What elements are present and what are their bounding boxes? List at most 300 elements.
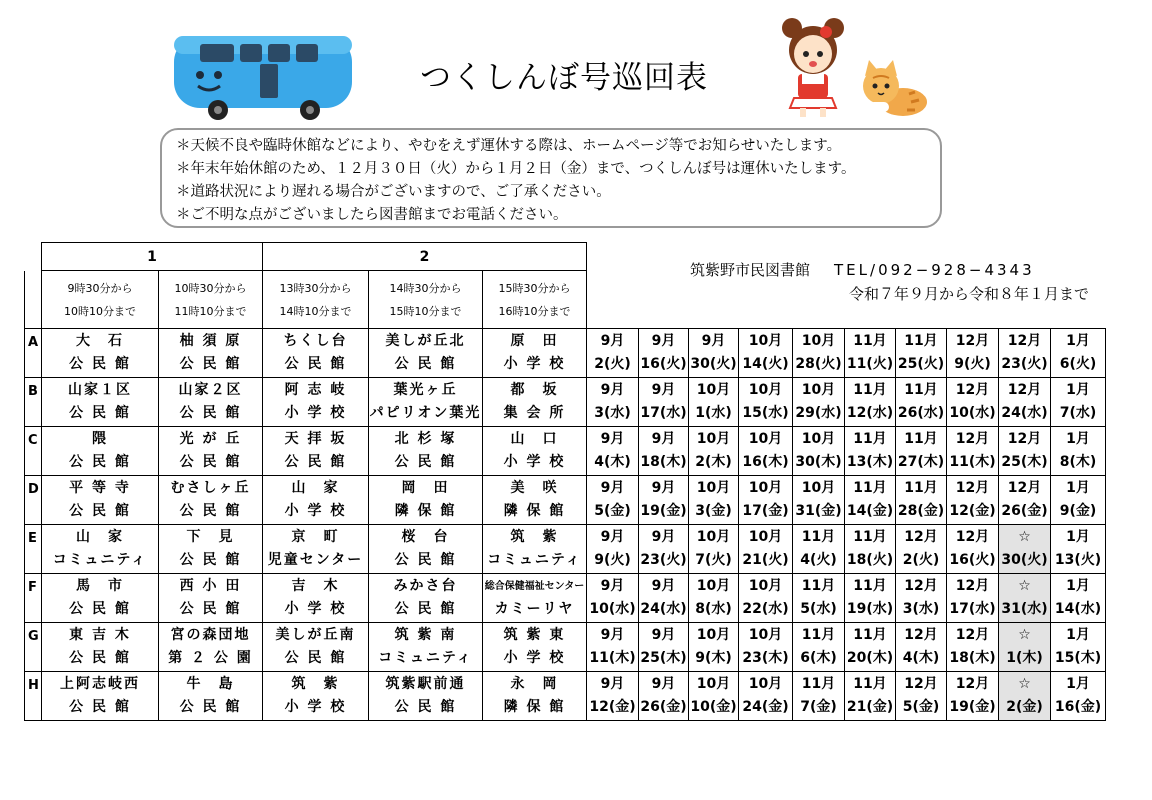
date-day: 6(火)	[1059, 356, 1097, 372]
stop-facility: 公 民 館	[179, 699, 242, 715]
stop-name: 宮の森団地	[170, 627, 251, 643]
date-day: 4(木)	[902, 650, 940, 666]
date-cell	[639, 525, 689, 574]
stop-cell	[159, 378, 263, 427]
date-day: 2(火)	[594, 356, 631, 372]
stop-cell	[483, 427, 587, 476]
stop-cell	[263, 672, 369, 721]
date-day: 11(木)	[589, 650, 636, 666]
date-cell	[845, 623, 896, 672]
date-day: 13(木)	[846, 454, 894, 470]
date-month: 10月	[801, 333, 836, 349]
date-month: 10月	[748, 431, 783, 447]
date-cell	[999, 329, 1051, 378]
date-month: 12月	[904, 627, 938, 643]
time-slot: 13時30分から 14時10分まで	[263, 271, 369, 329]
date-day: 30(木)	[795, 454, 842, 470]
date-cell	[896, 574, 947, 623]
stop-facility: 公 民 館	[69, 454, 131, 470]
date-month: ☆	[1018, 676, 1031, 692]
stop-facility: 児童センター	[267, 552, 364, 568]
date-month: 10月	[696, 529, 731, 545]
date-month: 10月	[801, 382, 836, 398]
time-slot: 15時30分から 16時10分まで	[483, 271, 587, 329]
stop-cell	[369, 427, 483, 476]
page-title: つくしんぼ号巡回表	[420, 60, 708, 96]
date-cell	[639, 574, 689, 623]
date-cell	[587, 623, 639, 672]
route-letter: D	[25, 476, 42, 525]
date-month: 10月	[696, 382, 731, 398]
date-day: 5(水)	[800, 601, 837, 617]
date-month: 12月	[955, 431, 990, 447]
date-month: 11月	[853, 627, 887, 643]
stop-name: 牛 島	[186, 676, 235, 692]
library-name: 筑紫野市民図書館	[690, 261, 811, 279]
stop-name: 原 田	[510, 333, 559, 349]
stop-name: 下 見	[186, 529, 235, 545]
stop-name: 筑 紫	[291, 676, 340, 692]
date-day: 6(木)	[800, 650, 837, 666]
date-cell	[689, 623, 739, 672]
date-day: 4(火)	[800, 552, 837, 568]
date-cell	[639, 427, 689, 476]
schedule-period: 令和７年９月から令和８年１月まで	[848, 285, 1089, 303]
date-month: 9月	[600, 382, 625, 398]
date-day: 10(水)	[589, 601, 636, 617]
date-cell	[739, 378, 793, 427]
date-day: 12(金)	[949, 503, 996, 519]
table-row	[25, 623, 1106, 672]
route-letter: C	[25, 427, 42, 476]
date-month: 10月	[748, 382, 783, 398]
date-day: 17(水)	[949, 601, 996, 617]
date-cell	[739, 427, 793, 476]
date-cell	[999, 672, 1051, 721]
date-cell	[587, 574, 639, 623]
stop-facility: 公 民 館	[69, 405, 131, 421]
stop-cell	[483, 672, 587, 721]
date-day: 25(火)	[897, 356, 945, 372]
stop-name: 京 町	[291, 529, 340, 545]
date-day: 16(木)	[742, 454, 789, 470]
stop-facility: 公 民 館	[69, 699, 131, 715]
stop-cell	[159, 476, 263, 525]
date-cell	[739, 672, 793, 721]
table-row	[25, 378, 1106, 427]
date-day: 7(火)	[695, 552, 732, 568]
date-cell	[689, 378, 739, 427]
date-month: 9月	[600, 676, 625, 692]
stop-facility: 公 民 館	[179, 356, 242, 372]
stop-facility: カミーリヤ	[494, 601, 575, 617]
stop-name: むさしヶ丘	[170, 480, 251, 496]
date-day: 27(木)	[897, 454, 945, 470]
stop-cell	[42, 574, 159, 623]
stop-cell	[263, 623, 369, 672]
date-day: 15(水)	[742, 405, 789, 421]
date-cell	[793, 378, 845, 427]
date-cell	[896, 378, 947, 427]
date-month: 12月	[1007, 480, 1042, 496]
date-month: 12月	[955, 333, 990, 349]
date-month: 9月	[600, 480, 625, 496]
date-day: 26(水)	[897, 405, 945, 421]
date-cell	[999, 574, 1051, 623]
stop-cell	[263, 525, 369, 574]
date-day: 19(金)	[949, 699, 996, 715]
date-month: 9月	[651, 333, 676, 349]
stop-name: 隈	[92, 431, 108, 447]
stop-name: 西 小 田	[179, 578, 242, 594]
date-month: 10月	[696, 431, 731, 447]
date-month: 10月	[748, 676, 783, 692]
time-slot: 10時30分から 11時10分まで	[159, 271, 263, 329]
table-row	[25, 476, 1106, 525]
time-slot: 14時30分から 15時10分まで	[369, 271, 483, 329]
stop-name: 上阿志岐西	[60, 676, 140, 692]
date-month: 9月	[600, 627, 625, 643]
date-cell	[1051, 378, 1106, 427]
stop-name: 美 咲	[510, 480, 559, 496]
date-day: 7(金)	[800, 699, 837, 715]
date-day: 14(水)	[1054, 601, 1102, 617]
date-month: 11月	[853, 529, 887, 545]
date-month: 11月	[904, 480, 938, 496]
date-cell	[896, 623, 947, 672]
stop-name: 山 家	[76, 529, 124, 545]
stop-name: 吉 木	[291, 578, 340, 594]
date-cell	[689, 329, 739, 378]
date-day: 19(水)	[846, 601, 894, 617]
date-cell	[947, 476, 999, 525]
date-month: 12月	[955, 676, 990, 692]
date-cell	[896, 525, 947, 574]
date-cell	[793, 525, 845, 574]
stop-facility: 小 学 校	[503, 454, 566, 470]
stop-cell	[159, 672, 263, 721]
date-cell	[793, 476, 845, 525]
date-cell	[587, 672, 639, 721]
stop-name: 北 杉 塚	[394, 431, 457, 447]
group-header-2: 2	[263, 243, 587, 271]
stop-cell	[42, 378, 159, 427]
date-cell	[845, 574, 896, 623]
stop-name: 筑 紫	[510, 529, 559, 545]
stop-facility: コミュニティ	[378, 650, 473, 666]
date-month: ☆	[1018, 578, 1031, 594]
table-row	[25, 672, 1106, 721]
date-month: 9月	[701, 333, 726, 349]
date-day: 29(水)	[795, 405, 842, 421]
stop-name: 永 岡	[510, 676, 559, 692]
date-cell	[947, 427, 999, 476]
date-month: 11月	[904, 382, 938, 398]
date-cell	[896, 427, 947, 476]
stop-cell	[263, 329, 369, 378]
date-cell	[587, 525, 639, 574]
date-day: 30(火)	[690, 356, 737, 372]
date-day: 9(火)	[594, 552, 631, 568]
date-day: 20(木)	[846, 650, 894, 666]
date-day: 10(金)	[690, 699, 737, 715]
time-slot: 9時30分から 10時10分まで	[42, 271, 159, 329]
date-day: 14(火)	[742, 356, 789, 372]
stop-facility: 公 民 館	[179, 601, 242, 617]
stop-facility: 公 民 館	[394, 552, 457, 568]
date-month: 10月	[748, 578, 783, 594]
date-cell	[739, 525, 793, 574]
date-day: 21(金)	[846, 699, 894, 715]
date-day: 12(金)	[589, 699, 636, 715]
stop-cell	[483, 623, 587, 672]
date-month: 11月	[801, 627, 836, 643]
date-day: 11(木)	[949, 454, 996, 470]
table-row	[25, 427, 1106, 476]
stop-cell	[263, 378, 369, 427]
date-day: 12(水)	[846, 405, 894, 421]
date-day: 4(木)	[594, 454, 631, 470]
stop-name: 葉光ヶ丘	[393, 382, 458, 398]
stop-cell	[42, 427, 159, 476]
date-cell	[739, 476, 793, 525]
date-cell	[845, 525, 896, 574]
date-cell	[793, 427, 845, 476]
date-cell	[999, 623, 1051, 672]
date-month: 9月	[651, 627, 676, 643]
date-month: 1月	[1066, 529, 1090, 545]
date-day: 3(金)	[695, 503, 732, 519]
date-day: 28(火)	[795, 356, 842, 372]
date-cell	[999, 525, 1051, 574]
date-cell	[1051, 574, 1106, 623]
date-cell	[947, 378, 999, 427]
stop-cell	[369, 574, 483, 623]
date-day: 7(水)	[1059, 405, 1097, 421]
date-day: 26(金)	[1001, 503, 1048, 519]
stop-facility: 公 民 館	[284, 454, 347, 470]
date-cell	[587, 378, 639, 427]
date-day: 5(金)	[594, 503, 631, 519]
stop-name: 山 口	[510, 431, 559, 447]
date-day: 14(金)	[846, 503, 894, 519]
date-month: 10月	[696, 480, 731, 496]
date-day: 8(水)	[695, 601, 732, 617]
date-cell	[947, 623, 999, 672]
stop-cell	[263, 427, 369, 476]
date-month: 9月	[600, 529, 625, 545]
date-day: 16(火)	[949, 552, 996, 568]
date-cell	[793, 329, 845, 378]
date-day: 22(水)	[742, 601, 789, 617]
stop-cell	[42, 672, 159, 721]
date-month: 11月	[853, 333, 887, 349]
date-month: 12月	[904, 676, 938, 692]
stop-name: 美しが丘北	[385, 333, 466, 349]
route-letter: B	[25, 378, 42, 427]
stop-cell	[369, 525, 483, 574]
date-month: 10月	[801, 480, 836, 496]
date-cell	[999, 378, 1051, 427]
stop-facility: コミュニティ	[52, 552, 148, 568]
date-day: 9(火)	[954, 356, 991, 372]
stop-name: 山 家	[291, 480, 340, 496]
stop-facility: 小 学 校	[503, 356, 566, 372]
stop-facility: 小 学 校	[284, 503, 347, 519]
date-cell	[999, 476, 1051, 525]
date-cell	[639, 378, 689, 427]
date-cell	[793, 623, 845, 672]
date-month: 9月	[651, 431, 676, 447]
date-cell	[689, 574, 739, 623]
date-month: 9月	[651, 529, 676, 545]
date-day: 24(水)	[640, 601, 687, 617]
stop-cell	[159, 427, 263, 476]
stop-facility: パピリオン葉光	[369, 405, 482, 421]
stop-facility: 集 会 所	[503, 405, 566, 421]
date-day: 11(火)	[846, 356, 894, 372]
date-day: 16(金)	[1054, 699, 1102, 715]
stop-facility: 公 民 館	[394, 699, 457, 715]
date-month: 12月	[904, 529, 938, 545]
stop-name: 美しが丘南	[275, 627, 356, 643]
date-month: 1月	[1066, 480, 1090, 496]
date-day: 9(金)	[1059, 503, 1097, 519]
stop-facility: 公 民 館	[179, 503, 242, 519]
stop-name: 都 坂	[510, 382, 559, 398]
stop-name: 東 吉 木	[69, 627, 131, 643]
route-letter: E	[25, 525, 42, 574]
date-month: 11月	[801, 529, 836, 545]
date-day: 1(水)	[695, 405, 732, 421]
date-month: 11月	[801, 578, 836, 594]
stop-cell	[42, 476, 159, 525]
date-day: 21(火)	[742, 552, 789, 568]
stop-facility: 小 学 校	[284, 699, 347, 715]
date-cell	[587, 329, 639, 378]
date-month: 9月	[651, 676, 676, 692]
date-day: 31(水)	[1001, 601, 1048, 617]
stop-name: 筑紫駅前通	[385, 676, 466, 692]
date-day: 26(金)	[640, 699, 687, 715]
date-month: 1月	[1066, 627, 1090, 643]
date-day: 2(木)	[695, 454, 732, 470]
stop-facility: 小 学 校	[284, 601, 347, 617]
stop-name: 平 等 寺	[69, 480, 131, 496]
date-day: 23(火)	[640, 552, 687, 568]
date-month: 1月	[1066, 676, 1090, 692]
date-day: 10(水)	[949, 405, 996, 421]
date-day: 2(金)	[1006, 699, 1043, 715]
stop-cell	[369, 623, 483, 672]
date-cell	[1051, 329, 1106, 378]
stop-cell	[263, 574, 369, 623]
date-day: 23(木)	[742, 650, 789, 666]
route-letter: A	[25, 329, 42, 378]
stop-name: 天 拝 坂	[284, 431, 347, 447]
date-cell	[947, 672, 999, 721]
date-cell	[689, 672, 739, 721]
stop-name: 柚 須 原	[179, 333, 242, 349]
date-month: 12月	[955, 627, 990, 643]
stop-cell	[483, 378, 587, 427]
stop-cell	[483, 476, 587, 525]
notice-line: ＊ご不明な点がございましたら図書館までお電話ください。	[176, 207, 568, 223]
date-month: 1月	[1066, 333, 1090, 349]
date-cell	[896, 476, 947, 525]
notice-line: ＊道路状況により遅れる場合がございますので、ご了承ください。	[176, 184, 611, 200]
date-day: 18(木)	[640, 454, 687, 470]
stop-facility: 小 学 校	[503, 650, 566, 666]
stop-cell	[159, 329, 263, 378]
stop-name: 筑 紫 南	[394, 627, 457, 643]
date-cell	[1051, 476, 1106, 525]
stop-facility: 公 民 館	[284, 356, 347, 372]
date-cell	[999, 427, 1051, 476]
date-month: 9月	[600, 578, 625, 594]
bus-illustration	[170, 28, 358, 120]
stop-cell	[369, 329, 483, 378]
table-row	[25, 525, 1106, 574]
stop-name: 総合保健福祉センター	[484, 581, 585, 592]
date-cell	[845, 427, 896, 476]
date-day: 31(金)	[795, 503, 842, 519]
date-month: 11月	[853, 676, 887, 692]
date-month: 9月	[600, 431, 625, 447]
date-cell	[639, 329, 689, 378]
date-day: 24(金)	[742, 699, 789, 715]
date-day: 18(木)	[949, 650, 996, 666]
girl-mascot-illustration	[778, 14, 848, 119]
date-cell	[1051, 672, 1106, 721]
date-month: 11月	[801, 676, 836, 692]
date-cell	[947, 525, 999, 574]
table-row	[25, 329, 1106, 378]
date-month: 10月	[748, 333, 783, 349]
date-month: 1月	[1066, 578, 1090, 594]
date-day: 8(木)	[1059, 454, 1097, 470]
stop-name: 山家２区	[178, 382, 243, 398]
date-month: 11月	[853, 578, 887, 594]
stop-name: 山家１区	[68, 382, 132, 398]
stop-facility: 公 民 館	[394, 454, 457, 470]
date-cell	[639, 672, 689, 721]
cat-illustration	[857, 58, 929, 118]
date-day: 18(火)	[846, 552, 894, 568]
date-cell	[947, 329, 999, 378]
date-day: 24(水)	[1001, 405, 1048, 421]
date-cell	[639, 476, 689, 525]
stop-facility: 公 民 館	[69, 601, 131, 617]
stop-name: ちくし台	[283, 333, 348, 349]
date-month: 1月	[1066, 382, 1090, 398]
date-day: 16(火)	[640, 356, 687, 372]
date-month: 12月	[955, 382, 990, 398]
stop-cell	[159, 525, 263, 574]
stop-name: 岡 田	[401, 480, 450, 496]
date-month: 10月	[748, 627, 783, 643]
date-cell	[739, 574, 793, 623]
date-month: 12月	[955, 529, 990, 545]
date-cell	[793, 574, 845, 623]
stop-facility: 隣 保 館	[503, 503, 566, 519]
stop-cell	[159, 574, 263, 623]
stop-facility: 公 民 館	[179, 552, 242, 568]
stop-cell	[263, 476, 369, 525]
date-cell	[739, 623, 793, 672]
stop-cell	[159, 623, 263, 672]
date-month: ☆	[1018, 529, 1031, 545]
